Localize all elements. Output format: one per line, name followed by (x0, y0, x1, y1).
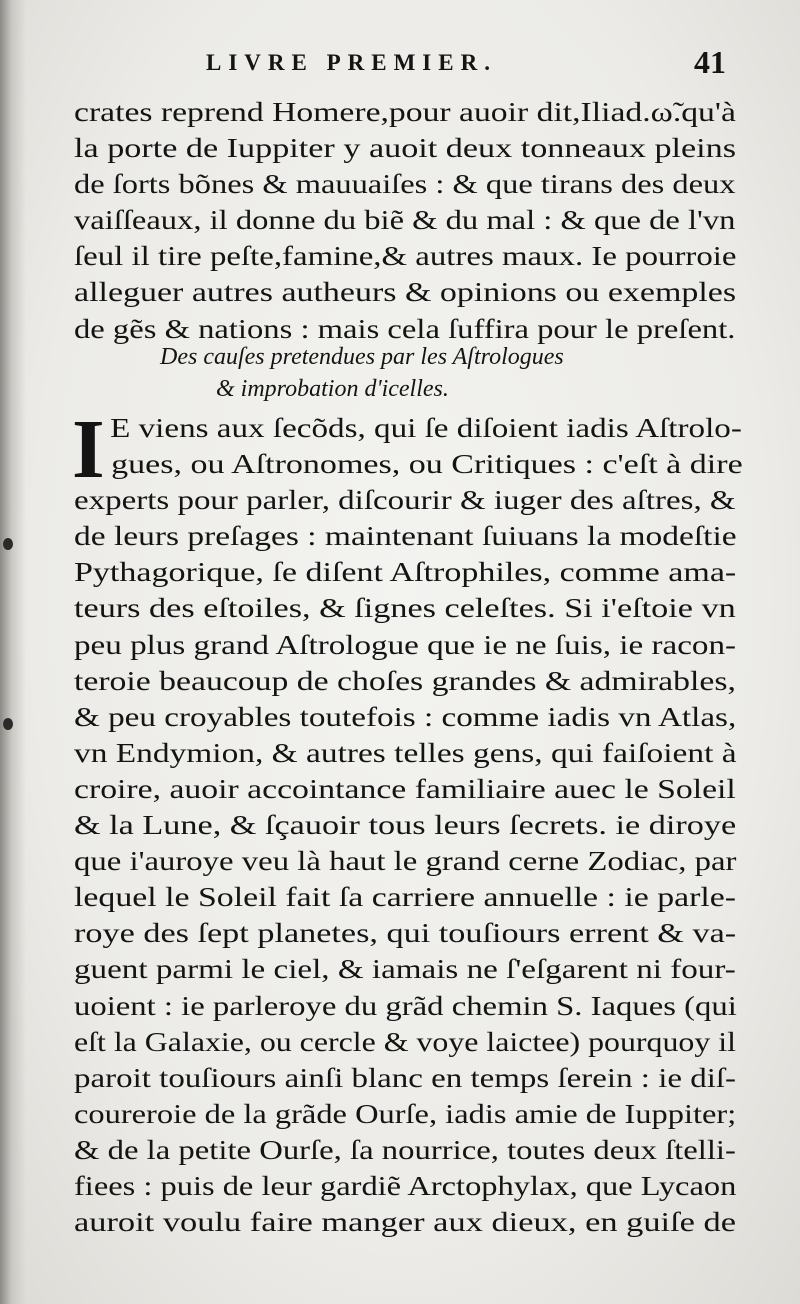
text-line: crates reprend Homere,pour auoir dit,Iliad.ω̃.qu'à (74, 96, 736, 127)
page-header (206, 44, 726, 84)
running-head: LIVRE PREMIER. (206, 50, 497, 75)
binding-hole (3, 538, 13, 550)
text-line: ſeul il tire peſte,famine,& autres maux. Ie pourroie (74, 240, 737, 272)
text-line: paroit touſiours ainſi blanc en temps ſerein : ie diſ- (74, 1061, 737, 1093)
text-line: auroit voulu faire manger aux dieux, en guiſe de (74, 1206, 737, 1238)
text-line: lequel le Soleil fait ſa carriere annuelle : ie parle- (74, 881, 737, 913)
binding-shadow (0, 0, 26, 1304)
paragraph-body (72, 403, 743, 1240)
text-line: guent parmi le ciel, & iamais ne ſ'eſgarent ni four- (74, 953, 736, 985)
text-line: croire, auoir accointance familiaire auec le Soleil (74, 772, 736, 804)
text-line: de ſorts bõnes & mauuaiſes : & que tirans des deux (74, 168, 736, 200)
text-line: teurs des eſtoiles, & ſignes celeſtes. Si i'eſtoie vn (74, 592, 736, 624)
text-line: la porte de Iuppiter y auoit deux tonneaux pleins (74, 132, 737, 164)
text-line: E viens aux ſecõds, qui ſe diſoient iadis Aſtrolo- (110, 412, 742, 443)
text-line: roye des ſept planetes, qui touſiours errent & va- (74, 917, 737, 949)
text-line: experts pour parler, diſcourir & iuger des aſtres, & (74, 484, 736, 516)
section-heading (160, 341, 680, 405)
text-line: eſt la Galaxie, ou cercle & voye laictee) pourquoy il (74, 1025, 736, 1057)
text-line: Pythagorique, ſe diſent Aſtrophiles, comme ama- (74, 556, 737, 588)
text-line: gues, ou Aſtronomes, ou Critiques : c'eſt à dire (111, 448, 743, 480)
text-line: de leurs preſages : maintenant ſuiuans la modeſtie (74, 520, 737, 552)
text-line: coureroie de la grãde Ourſe, iadis amie de Iuppiter; (74, 1097, 737, 1129)
heading-line: & improbation d'icelles. (216, 376, 449, 402)
text-line: alleguer autres autheurs & opinions ou exemples (74, 276, 737, 308)
text-line: & la Lune, & ſçauoir tous leurs ſecrets. ie diroye (74, 809, 737, 841)
page-number: 41 (694, 44, 726, 80)
binding-hole (3, 718, 13, 730)
text-line: & de la petite Ourſe, ſa nourrice, toutes deux ſtelli- (74, 1133, 736, 1165)
text-line: fiees : puis de leur gardiẽ Arctophylax, que Lycaon (74, 1169, 737, 1201)
text-line: teroie beaucoup de choſes grandes & admirables, (74, 664, 736, 696)
drop-cap: I (72, 403, 105, 496)
text-line: & peu croyables toutefois : comme iadis vn Atlas, (74, 700, 737, 732)
text-line: que i'auroye veu là haut le grand cerne Zodiac, par (74, 845, 737, 877)
paragraph-continuation (74, 94, 736, 347)
text-line: uoient : ie parleroye du grãd chemin S. Iaques (qui (74, 989, 737, 1021)
text-line: de gẽs & nations : mais cela ſuffira pour le preſent. (74, 312, 736, 344)
text-line: vn Endymion, & autres telles gens, qui faiſoient à (74, 736, 737, 768)
text-line: vaiſſeaux, il donne du biẽ & du mal : & que de l'vn (74, 204, 736, 236)
heading-line: Des cauſes pretendues par les Aſtrologues (160, 344, 564, 370)
text-line: peu plus grand Aſtrologue que ie ne ſuis, ie racon- (74, 628, 737, 660)
